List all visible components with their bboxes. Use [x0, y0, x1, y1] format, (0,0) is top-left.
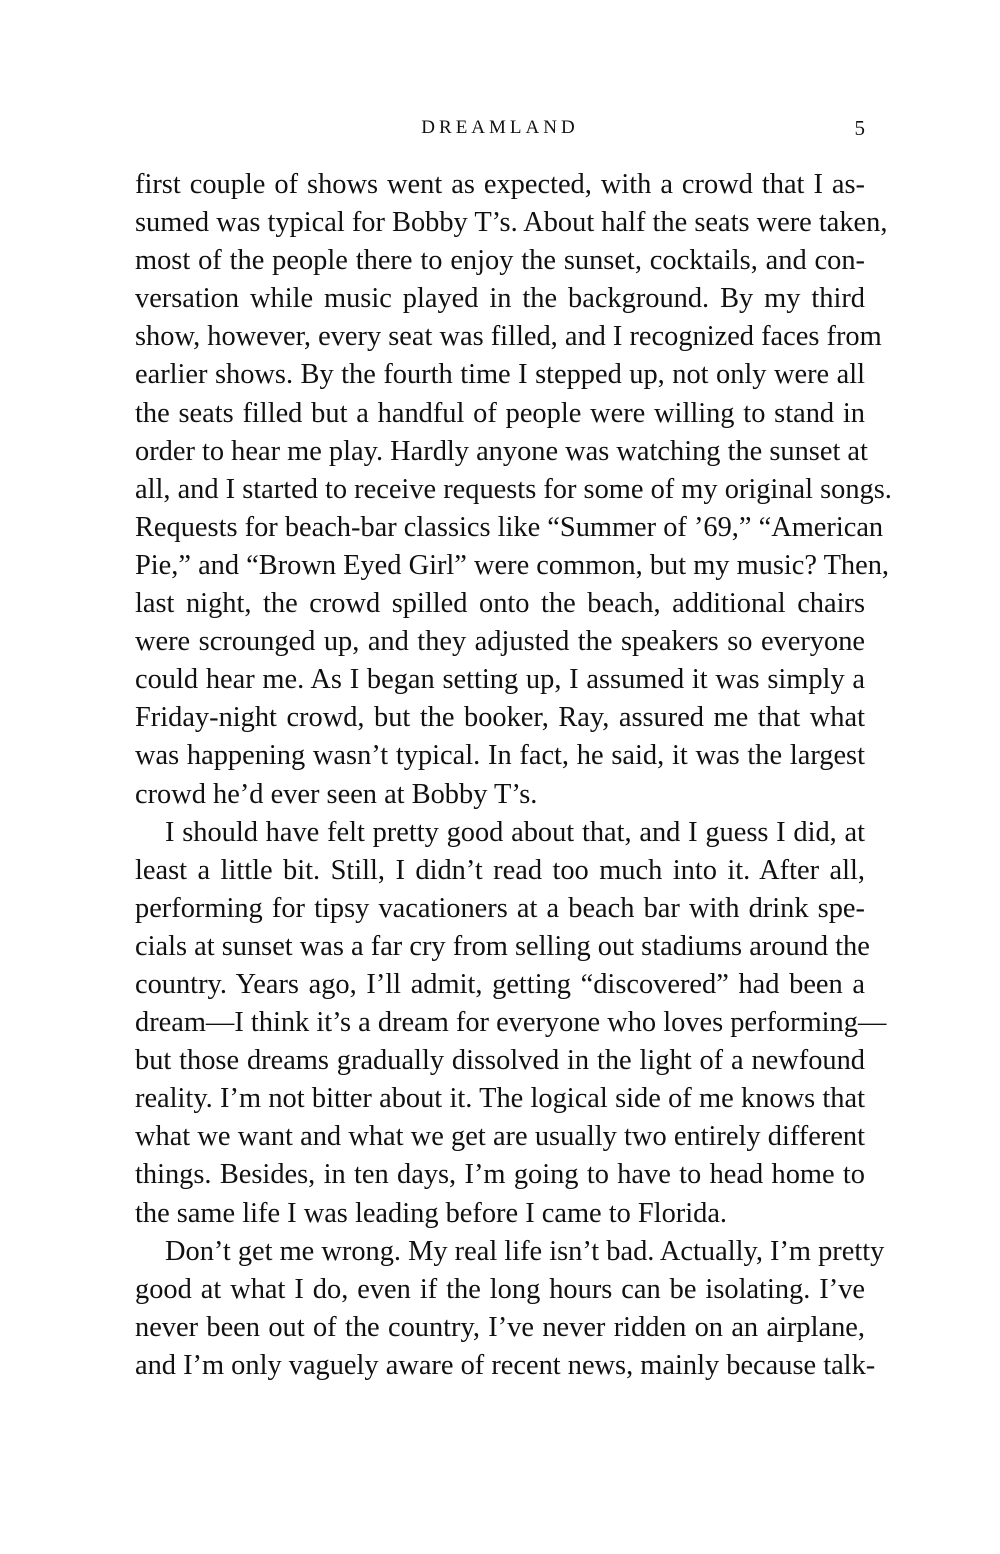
text-line: cials at sunset was a far cry from selling out stadiums around the: [135, 930, 870, 962]
body-text: [135, 166, 892, 1385]
running-head: [0, 116, 1000, 140]
text-line: good at what I do, even if the long hours can be isolating. I’ve: [135, 1273, 865, 1305]
text-line: were scrounged up, and they adjusted the speakers so everyone: [135, 626, 865, 658]
text-line: earlier shows. By the fourth time I stepped up, not only were all: [135, 359, 865, 391]
text-line: least a little bit. Still, I didn’t read too much into it. After all,: [135, 854, 865, 886]
text-line: order to hear me play. Hardly anyone was watching the sunset at: [135, 435, 868, 467]
paragraph: [135, 166, 892, 814]
text-line: and I’m only vaguely aware of recent news, mainly because talk-: [135, 1349, 876, 1381]
text-line: Friday-night crowd, but the booker, Ray, assured me that what: [135, 702, 865, 734]
page-number: 5: [854, 116, 865, 140]
text-line: performing for tipsy vacationers at a beach bar with drink spe-: [135, 892, 865, 924]
text-line: was happening wasn’t typical. In fact, he said, it was the largest: [135, 740, 865, 772]
text-line: last night, the crowd spilled onto the beach, additional chairs: [135, 588, 865, 620]
text-line: country. Years ago, I’ll admit, getting “discovered” had been a: [135, 968, 865, 1000]
text-line: could hear me. As I began setting up, I assumed it was simply a: [135, 664, 865, 696]
text-line: what we want and what we get are usually two entirely different: [135, 1121, 865, 1153]
running-title: DREAMLAND: [421, 117, 579, 138]
text-line: Pie,” and “Brown Eyed Girl” were common, but my music? Then,: [135, 549, 890, 581]
text-line: sumed was typical for Bobby T’s. About half the seats were taken,: [135, 207, 888, 239]
text-line: all, and I started to receive requests for some of my original songs.: [135, 473, 892, 505]
text-line: crowd he’d ever seen at Bobby T’s.: [135, 778, 538, 810]
text-line: show, however, every seat was filled, and I recognized faces from: [135, 321, 882, 353]
text-line: but those dreams gradually dissolved in the light of a newfound: [135, 1045, 865, 1077]
text-line: the seats filled but a handful of people were willing to stand in: [135, 397, 865, 429]
paragraph: [135, 814, 887, 1233]
text-line: dream—I think it’s a dream for everyone who loves performing—: [135, 1007, 887, 1039]
text-line: Requests for beach-bar classics like “Summer of ’69,” “American: [135, 511, 884, 543]
text-line: never been out of the country, I’ve never ridden on an airplane,: [135, 1311, 865, 1343]
text-line: the same life I was leading before I came to Florida.: [135, 1197, 728, 1229]
text-line: first couple of shows went as expected, with a crowd that I as-: [135, 169, 865, 200]
text-line: Don’t get me wrong. My real life isn’t bad. Actually, I’m pretty: [165, 1235, 885, 1267]
text-line: versation while music played in the background. By my third: [135, 283, 865, 315]
text-line: most of the people there to enjoy the sunset, cocktails, and con-: [135, 245, 865, 277]
text-line: things. Besides, in ten days, I’m going to have to head home to: [135, 1159, 865, 1191]
text-line: reality. I’m not bitter about it. The logical side of me knows that: [135, 1083, 865, 1115]
text-line: I should have felt pretty good about that, and I guess I did, at: [165, 816, 865, 848]
paragraph: [135, 1233, 885, 1385]
